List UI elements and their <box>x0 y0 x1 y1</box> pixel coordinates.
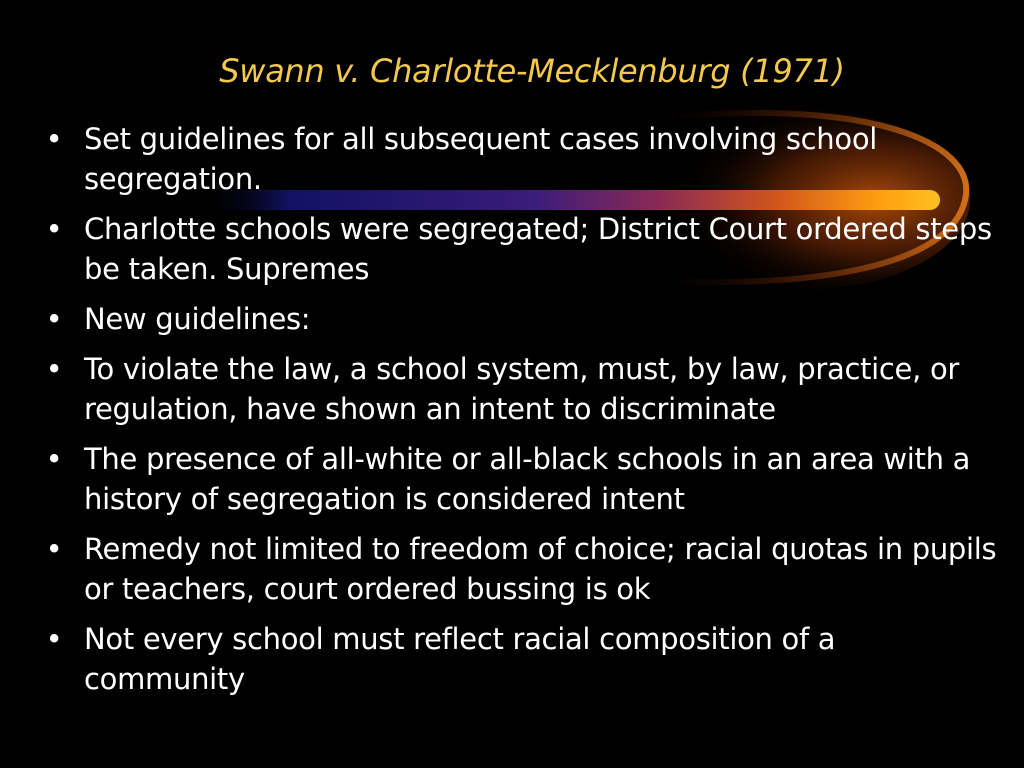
bullet-item <box>0 529 1004 609</box>
bullet-text: New guidelines: <box>84 302 311 336</box>
bullet-item <box>0 439 1004 519</box>
bullet-list <box>0 119 1004 709</box>
slide-title: Swann v. Charlotte-Mecklenburg (1971) <box>219 52 845 90</box>
bullet-item <box>0 349 1004 429</box>
bullet-text: Charlotte schools were segregated; District Court ordered steps be taken. Supremes <box>84 212 992 286</box>
bullet-dot-icon: • <box>45 442 63 476</box>
bullet-text: Set guidelines for all subsequent cases involving school segregation. <box>84 122 878 196</box>
bullet-item <box>0 209 1004 289</box>
bullet-dot-icon: • <box>45 352 63 386</box>
bullet-dot-icon: • <box>45 532 63 566</box>
bullet-item <box>0 299 1004 339</box>
bullet-dot-icon: • <box>45 302 63 336</box>
bullet-text: Remedy not limited to freedom of choice; racial quotas in pupils or teachers, court ordered bussing is ok <box>84 532 997 606</box>
bullet-dot-icon: • <box>45 622 63 656</box>
bullet-item <box>0 119 1004 199</box>
bullet-dot-icon: • <box>45 212 63 246</box>
bullet-dot-icon: • <box>45 122 63 156</box>
bullet-text: The presence of all-white or all-black schools in an area with a history of segregation is considered intent <box>84 442 971 516</box>
bullet-item <box>0 619 1004 699</box>
bullet-text: Not every school must reflect racial composition of a community <box>84 622 836 696</box>
bullet-text: To violate the law, a school system, must, by law, practice, or regulation, have shown an intent to discriminate <box>84 352 960 426</box>
